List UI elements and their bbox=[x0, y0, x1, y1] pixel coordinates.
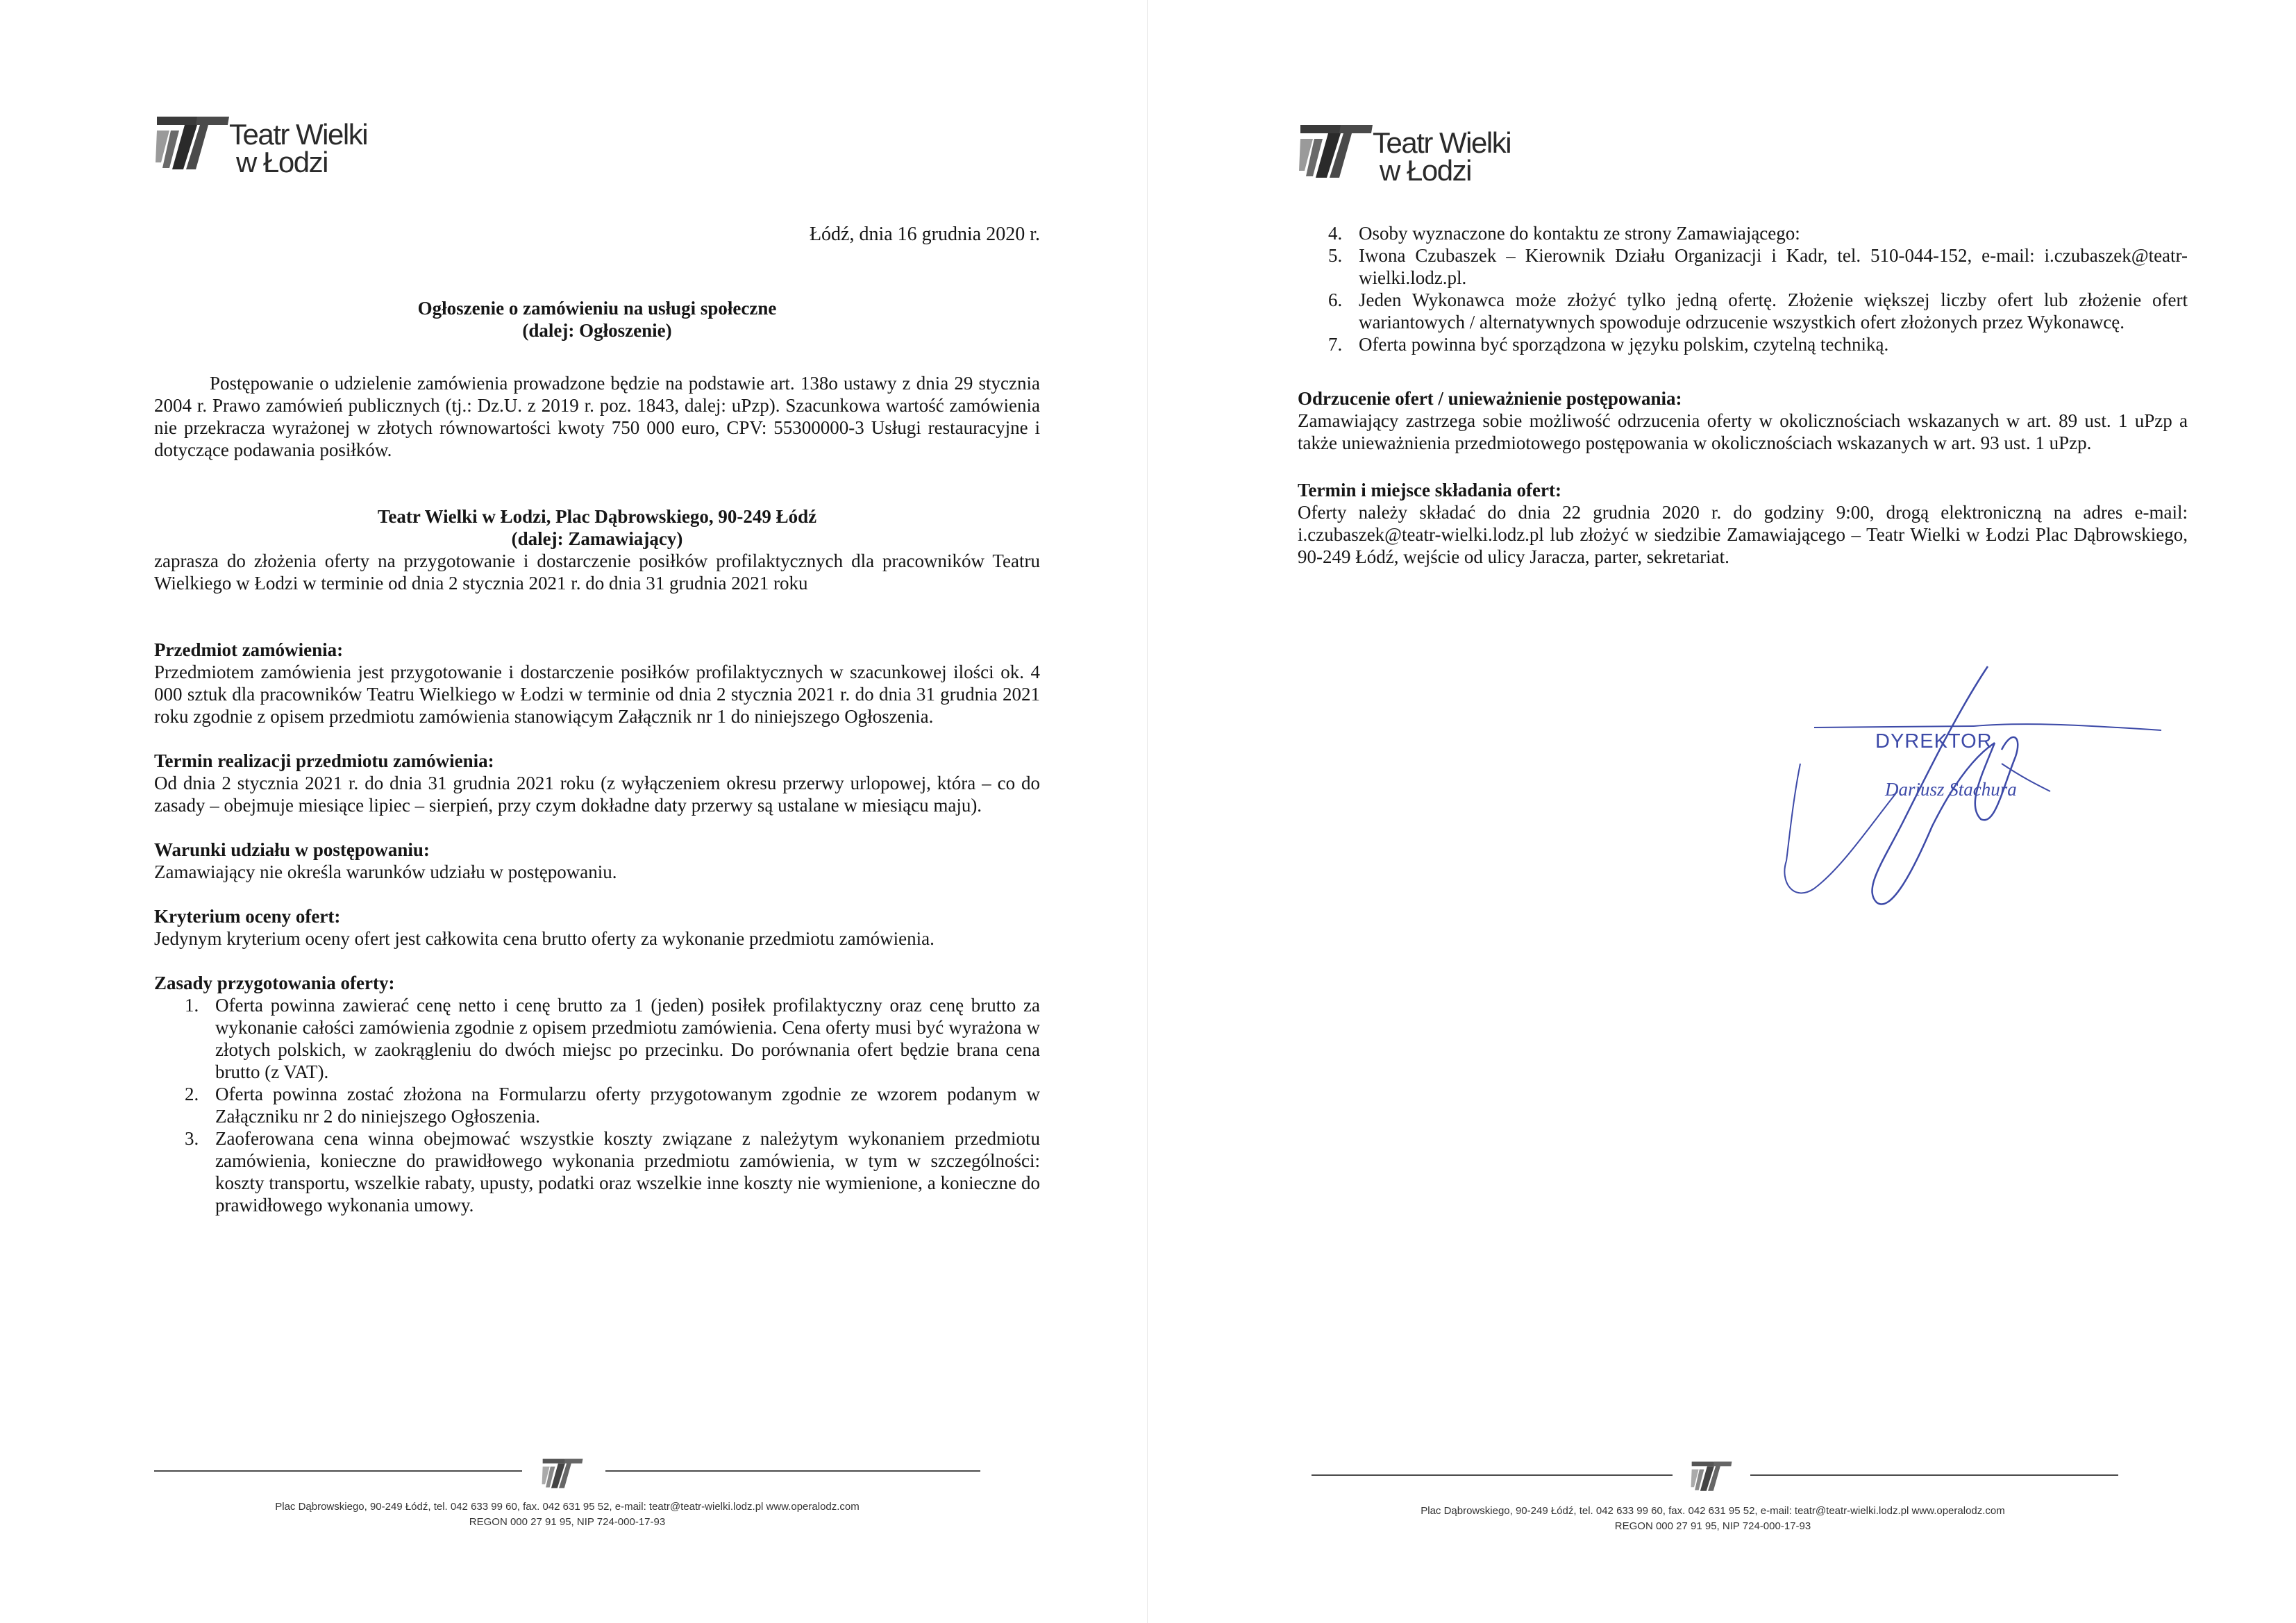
theatre-logo bbox=[1298, 118, 1520, 194]
footer-registry-line: REGON 000 27 91 95, NIP 724-000-17-93 bbox=[469, 1516, 666, 1528]
logo-city: w Łodzi bbox=[1380, 154, 1471, 187]
list-item-text: Oferta powinna zawierać cenę netto i cenę brutto za 1 (jeden) posiłek profilaktyczny oraz cenę brutto za wykonanie całości zamówienia zgodnie z opisem przedmiotu zamówienia. Cena oferty musi być wyrażona w złotych polskich, w zaokrągleniu do dwóch miejsc po przecinku. Do porównania ofert będzie brana cena brutto (z VAT). bbox=[215, 995, 1040, 1082]
invitation-paragraph: zaprasza do złożenia oferty na przygotowanie i dostarczenie posiłków profilaktycznych dla pracowników Teatru Wielkiego w Łodzi w terminie od dnia 2 stycznia 2021 r. do dnia 31 grudnia 2021 roku bbox=[154, 550, 1040, 594]
list-item-number: 2. bbox=[185, 1084, 199, 1104]
document-title: Ogłoszenie o zamówieniu na usługi społeczne bbox=[417, 298, 777, 319]
section-criteria-heading: Kryterium oceny ofert: bbox=[154, 906, 341, 927]
rules-list-item bbox=[1298, 244, 2188, 289]
rules-list-item bbox=[154, 1127, 1040, 1216]
logo-mark-icon bbox=[154, 110, 231, 172]
logo-mark-icon bbox=[1298, 118, 1374, 180]
rules-list-item bbox=[1298, 333, 2188, 355]
logo-name: Teatr Wielki bbox=[1373, 126, 1511, 159]
list-item-text: Oferta powinna być sporządzona w języku polskim, czytelną techniką. bbox=[1359, 334, 1889, 355]
list-item-text: Iwona Czubaszek – Kierownik Działu Organizacji i Kadr, tel. 510-044-152, e-mail: i.czubaszek@teatr-wielki.lodz.pl. bbox=[1359, 245, 2188, 288]
logo-city: w Łodzi bbox=[236, 146, 328, 178]
section-term-heading: Termin realizacji przedmiotu zamówienia: bbox=[154, 750, 494, 771]
footer-address bbox=[154, 1499, 980, 1530]
list-item-number: 4. bbox=[1328, 223, 1343, 244]
footer-logo-icon bbox=[540, 1455, 585, 1490]
section-term bbox=[154, 750, 1040, 816]
document-date: Łódź, dnia 16 grudnia 2020 r. bbox=[809, 224, 1040, 245]
footer-rule-right bbox=[1750, 1474, 2118, 1476]
orderer-alias: (dalej: Zamawiający) bbox=[511, 528, 683, 549]
footer-contact-line: Plac Dąbrowskiego, 90-249 Łódź, tel. 042 633 99 60, fax. 042 631 95 52, e-mail: teatr@teatr-wielki.lodz.pl www.operalodz.com bbox=[275, 1501, 860, 1513]
section-conditions bbox=[154, 839, 1040, 883]
footer-logo-icon bbox=[1689, 1458, 1734, 1492]
rules-list-item bbox=[1298, 289, 2188, 333]
list-item-number: 3. bbox=[185, 1128, 199, 1149]
section-subject-text: Przedmiotem zamówienia jest przygotowanie i dostarczenie posiłków profilaktycznych w szacunkowej ilości ok. 4 000 sztuk dla pracowników Teatru Wielkiego w Łodzi w terminie od dnia 2 stycznia 2021 r. do dnia 31 grudnia 2021 roku zgodnie z opisem przedmiotu zamówienia stanowiącym Załącznik nr 1 do niniejszego Ogłoszenia. bbox=[154, 662, 1040, 727]
footer-contact-line: Plac Dąbrowskiego, 90-249 Łódź, tel. 042 633 99 60, fax. 042 631 95 52, e-mail: teatr@teatr-wielki.lodz.pl www.operalodz.com bbox=[1421, 1505, 2005, 1517]
footer-address bbox=[1298, 1504, 2128, 1534]
rules-list-item bbox=[1298, 222, 2188, 244]
page-2 bbox=[1148, 0, 2296, 1623]
page-2-body bbox=[1298, 222, 2188, 568]
document-title-alias: (dalej: Ogłoszenie) bbox=[522, 320, 672, 341]
rules-list bbox=[154, 994, 1040, 1216]
intro-paragraph: Postępowanie o udzielenie zamówienia prowadzone będzie na podstawie art. 138o ustawy z dnia 29 stycznia 2004 r. Prawo zamówień publicznych (tj.: Dz.U. z 2019 r. poz. 1843, dalej: uPzp). Szacunkowa wartość zamówienia nie przekracza wyrażonej w złotych równowartości kwoty 750 000 euro, CPV: 55300000-3 Usługi restauracyjne i dotyczące podawania posiłków. bbox=[154, 373, 1040, 460]
section-subject-heading: Przedmiot zamówienia: bbox=[154, 639, 344, 660]
section-conditions-text: Zamawiający nie określa warunków udziału w postępowaniu. bbox=[154, 861, 617, 882]
section-criteria-text: Jedynym kryterium oceny ofert jest całkowita cena brutto oferty za wykonanie przedmiotu zamówienia. bbox=[154, 928, 935, 949]
section-deadline-heading: Termin i miejsce składania ofert: bbox=[1298, 480, 1561, 501]
stamp-title: DYREKTOR bbox=[1875, 730, 1993, 752]
section-rules bbox=[154, 972, 1040, 1216]
rules-list-item bbox=[154, 1083, 1040, 1127]
director-signature bbox=[1773, 653, 2161, 930]
footer-registry-line: REGON 000 27 91 95, NIP 724-000-17-93 bbox=[1614, 1520, 1811, 1532]
stamp-name: Dariusz Stachura bbox=[1885, 779, 2017, 800]
footer-rule-right bbox=[605, 1470, 980, 1472]
section-subject bbox=[154, 639, 1040, 728]
orderer-name: Teatr Wielki w Łodzi, Plac Dąbrowskiego, 90-249 Łódź bbox=[377, 506, 817, 527]
section-rules-heading: Zasady przygotowania oferty: bbox=[154, 973, 395, 993]
section-deadline-text: Oferty należy składać do dnia 22 grudnia 2020 r. do godziny 9:00, drogą elektroniczną na adres e-mail: i.czubaszek@teatr-wielki.lodz.pl lub złożyć w siedzibie Zamawiającego – Teatr Wielki w Łodzi Plac Dąbrowskiego, 90-249 Łódź, wejście od ulicy Jaracza, parter, sekretariat. bbox=[1298, 502, 2188, 567]
list-item-text: Jeden Wykonawca może złożyć tylko jedną ofertę. Złożenie większej liczby ofert lub złożenie ofert wariantowych / alternatywnych spowoduje odrzucenie wszystkich ofert złożonych przez Wykonawcę. bbox=[1359, 289, 2188, 333]
list-item-number: 7. bbox=[1328, 334, 1343, 355]
page-1-body bbox=[154, 297, 1040, 1216]
section-conditions-heading: Warunki udziału w postępowaniu: bbox=[154, 839, 430, 860]
theatre-logo bbox=[154, 110, 376, 186]
footer-rule-left bbox=[1312, 1474, 1673, 1476]
list-item-number: 1. bbox=[185, 995, 199, 1016]
list-item-text: Osoby wyznaczone do kontaktu ze strony Zamawiającego: bbox=[1359, 223, 1800, 244]
list-item-text: Oferta powinna zostać złożona na Formularzu oferty przygotowanym zgodnie ze wzorem podanym w Załączniku nr 2 do niniejszego Ogłoszenia. bbox=[215, 1084, 1040, 1127]
section-term-text: Od dnia 2 stycznia 2021 r. do dnia 31 grudnia 2021 roku (z wyłączeniem okresu przerwy urlopowej, która – co do zasady – obejmuje miesiące lipiec – sierpień, przy czym dokładne daty przerwy są ustalane w miesiącu maju). bbox=[154, 773, 1040, 816]
section-rejection bbox=[1298, 387, 2188, 454]
section-rejection-heading: Odrzucenie ofert / unieważnienie postępowania: bbox=[1298, 388, 1682, 409]
section-rejection-text: Zamawiający zastrzega sobie możliwość odrzucenia oferty w okolicznościach wskazanych w art. 89 ust. 1 uPzp a także unieważnienia przedmiotowego postępowania w okolicznościach wskazanych w art. 93 ust. 1 uPzp. bbox=[1298, 410, 2188, 453]
logo-name: Teatr Wielki bbox=[229, 118, 368, 151]
section-deadline bbox=[1298, 479, 2188, 568]
footer-rule-left bbox=[154, 1470, 522, 1472]
list-item-text: Zaoferowana cena winna obejmować wszystkie koszty związane z należytym wykonaniem przedmiotu zamówienia, konieczne do prawidłowego wykonania przedmiotu zamówienia, w tym w szczególności: koszty transportu, wszelkie rabaty, upusty, podatki oraz wszelkie inne koszty nie wymienione, a konieczne do prawidłowego wykonania umowy. bbox=[215, 1128, 1040, 1216]
rules-list-item bbox=[154, 994, 1040, 1083]
section-criteria bbox=[154, 905, 1040, 950]
rules-list-continued bbox=[1298, 222, 2188, 355]
list-item-number: 6. bbox=[1328, 289, 1343, 310]
list-item-number: 5. bbox=[1328, 245, 1343, 266]
